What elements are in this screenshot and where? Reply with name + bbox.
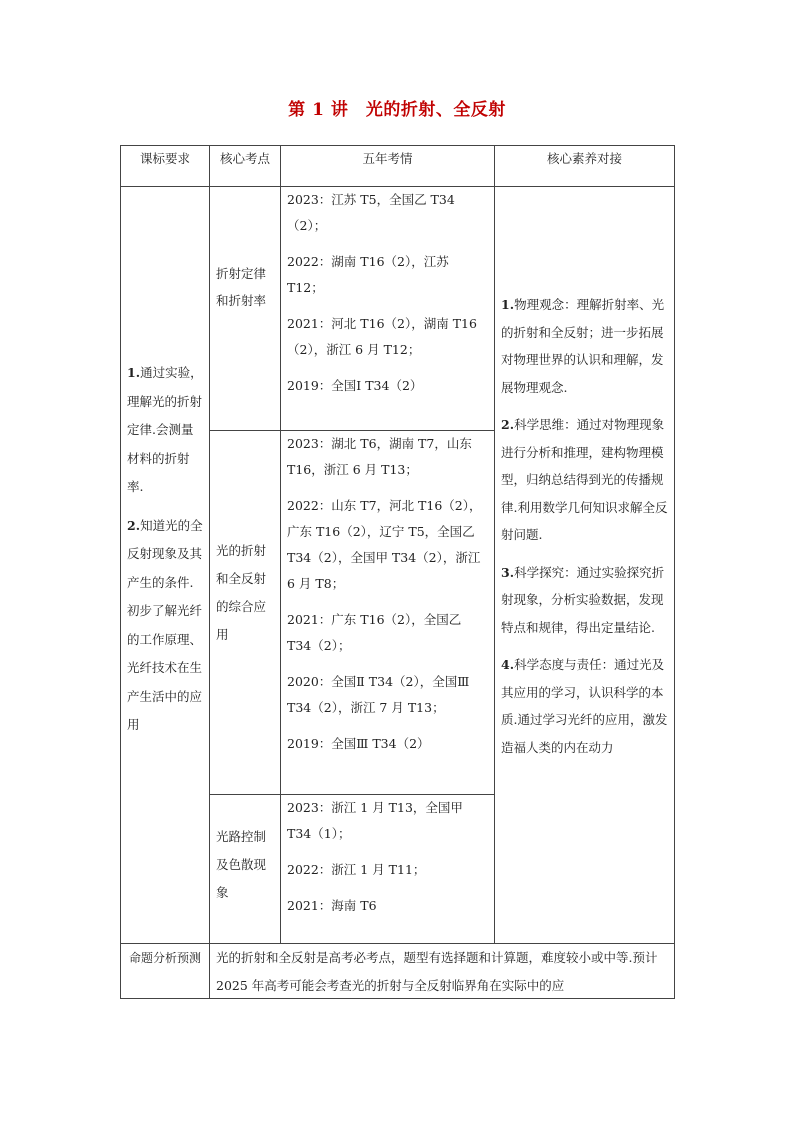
exam-entry: 2022：浙江 1 月 T11；: [287, 862, 426, 877]
exam-overview-table: [120, 145, 675, 999]
topic-total-reflection: 光的折射和全反射的综合应用: [209, 430, 280, 794]
header-curriculum: 课标要求: [120, 145, 209, 186]
curriculum-item: 1.通过实验，理解光的折射定律.会测量材料的折射率.: [127, 365, 203, 494]
literacy-item: 1.物理观念：理解折射率、光的折射和全反射；进一步拓展对物理世界的认识和理解，发展物理观念.: [501, 297, 665, 395]
curriculum-item: 2.知道光的全反射现象及其产生的条件.初步了解光纤的工作原理、光纤技术在生产生活中的应用: [127, 517, 203, 732]
exam-entry: 2022：山东 T7，河北 T16（2），广东 T16（2），辽宁 T5，全国乙 T34（2），全国甲 T34（2），浙江 6 月 T8；: [287, 498, 482, 591]
exam-entry: 2021：广东 T16（2），全国乙 T34（2）；: [287, 612, 462, 653]
analysis-label: 命题分析预测: [120, 943, 209, 999]
exams-refraction-law: [280, 186, 494, 430]
literacy-cell: [494, 186, 675, 943]
literacy-item: 4.科学态度与责任：通过光及其应用的学习，认识科学的本质.通过学习光纤的应用，激发造福人类的内在动力: [501, 657, 668, 755]
literacy-item: 3.科学探究：通过实验探究折射现象，分析实验数据，发现特点和规律，得出定量结论.: [501, 564, 665, 635]
header-core-topic: 核心考点: [209, 145, 280, 186]
exam-entry: 2019：全国Ⅲ T34（2）: [287, 736, 430, 751]
exam-entry: 2023：湖北 T6，湖南 T7，山东 T16，浙江 6 月 T13；: [287, 436, 472, 477]
header-five-year-exams: 五年考情: [280, 145, 494, 186]
analysis-text: 光的折射和全反射是高考必考点，题型有选择题和计算题，难度较小或中等.预计 2025 年高考可能会考查光的折射与全反射临界角在实际中的应: [209, 943, 675, 999]
exams-total-reflection: [280, 430, 494, 794]
literacy-item: 2.科学思维：通过对物理现象进行分析和推理，建构物理模型，归纳总结得到光的传播规律.利用数学几何知识求解全反射问题.: [501, 417, 668, 542]
page-title: 第 1 讲 光的折射、全反射: [288, 100, 506, 120]
exam-entry: 2021：海南 T6: [287, 898, 377, 913]
curriculum-cell: [120, 186, 209, 943]
exam-entry: 2021：河北 T16（2），湖南 T16（2），浙江 6 月 T12；: [287, 316, 477, 357]
topic-refraction-law: 折射定律和折射率: [209, 186, 280, 430]
exam-entry: 2019：全国Ⅰ T34（2）: [287, 378, 423, 393]
exam-entry: 2023：江苏 T5，全国乙 T34（2）；: [287, 192, 455, 233]
topic-light-path-dispersion: 光路控制及色散现象: [209, 794, 280, 943]
header-core-literacy: 核心素养对接: [494, 145, 675, 186]
exams-light-path-dispersion: [280, 794, 494, 943]
exam-entry: 2022：湖南 T16（2），江苏 T12；: [287, 254, 449, 295]
exam-entry: 2023：浙江 1 月 T13，全国甲 T34（1）；: [287, 800, 463, 841]
exam-entry: 2020：全国Ⅱ T34（2），全国Ⅲ T34（2），浙江 7 月 T13；: [287, 674, 470, 715]
